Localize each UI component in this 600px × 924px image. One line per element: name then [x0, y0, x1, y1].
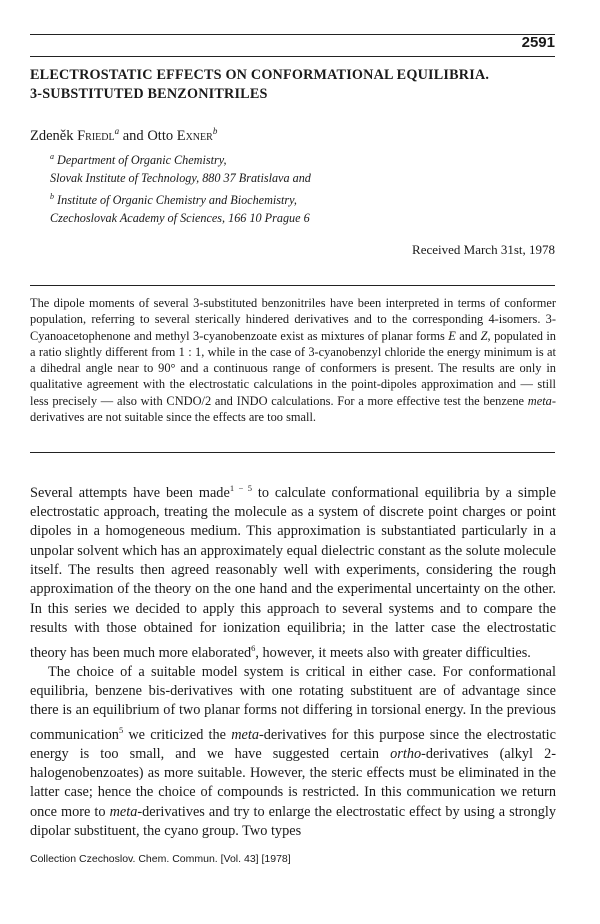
author-1-mark: a	[114, 126, 120, 136]
affiliation-a-line-1	[50, 148, 530, 169]
article-title	[30, 66, 560, 104]
title-line-1: ELECTROSTATIC EFFECTS ON CONFORMATIONAL EQUILIBRIA.	[30, 67, 490, 83]
p2-reference: 5	[118, 724, 124, 735]
p1-reference-2: 6	[251, 642, 256, 653]
abstract-text-4: -derivatives are not suitable since the effects are too small.	[30, 393, 556, 425]
p2-text-d: -derivatives (alkyl 2-halogenobenzoates) as more suitable. However, the steric effects must be eliminated in the latter case; hence the choice of compounds is restricted. In this communication we return once more to	[30, 745, 556, 820]
body-paragraph-1	[30, 479, 556, 663]
affiliations	[50, 148, 530, 227]
page-number: 2591	[521, 34, 555, 51]
abstract-paragraph	[30, 295, 556, 425]
header-rule-top	[30, 34, 555, 35]
affiliation-a-text-2: Slovak Institute of Technology, 880 37 Bratislava and	[50, 171, 311, 186]
abstract-rule-top	[30, 285, 555, 286]
p2-italic-ortho: ortho	[390, 745, 422, 762]
author-1-last: Friedl	[77, 127, 115, 144]
author-2-first: Otto	[147, 127, 174, 144]
author-connector: and	[122, 127, 144, 144]
affiliation-b-text-1: Institute of Organic Chemistry and Biochemistry,	[57, 192, 297, 207]
p2-text-a: The choice of a suitable model system is critical in either case. For conformational equilibria, benzene bis-derivatives with one rotating substituent are of advantage since there is an equilibrium of two planar forms not differing in torsional energy. In the previous communication	[30, 663, 556, 743]
p2-italic-meta-2: meta	[109, 803, 138, 820]
abstract-italic-meta: meta	[527, 393, 552, 408]
affiliation-b-line-1	[50, 188, 530, 209]
body-text	[30, 479, 556, 841]
p2-text-e: -derivatives and try to enlarge the electrostatic effect by using a strongly dipolar substituent, the cyano group. Two types	[30, 803, 556, 840]
abstract	[30, 295, 556, 425]
p2-italic-meta-1: meta	[231, 726, 259, 743]
affiliation-a-text-1: Department of Organic Chemistry,	[57, 153, 227, 168]
journal-footer: Collection Czechoslov. Chem. Commun. [Vol. 43] [1978]	[30, 853, 291, 865]
p1-reference-1: 1 − 5	[229, 483, 252, 493]
abstract-italic-z: Z	[480, 328, 488, 343]
abstract-rule-bottom	[30, 452, 555, 453]
author-1-first: Zdeněk	[30, 127, 74, 144]
p2-text-c: -derivatives for this purpose since the electrostatic energy is too small, and we have suggested certain	[30, 726, 556, 762]
affiliation-b-text-2: Czechoslovak Academy of Sciences, 166 10 Prague 6	[50, 211, 310, 226]
header-rule-bottom	[30, 56, 555, 57]
author-2-last: Exner	[176, 127, 213, 144]
body-paragraph-2	[30, 663, 556, 842]
author-2-mark: b	[212, 126, 218, 136]
title-line-2: 3-SUBSTITUTED BENZONITRILES	[30, 86, 268, 102]
p1-text-a: Several attempts have been made	[30, 484, 230, 501]
p2-text-b: we criticized the	[123, 726, 232, 743]
abstract-text-1: The dipole moments of several 3-substituted benzonitriles have been interpreted in terms of conformer population, referring to several sterically hindered derivatives and to the corresponding 4-isomers. 3-Cyanoacetophenone and methyl 3-cyanobenzoate exist as mixtures of planar forms	[30, 296, 556, 343]
abstract-text-3: , populated in a ratio slightly different from 1 : 1, while in the case of 3-cyanobenzyl chloride the energy minimum is at a dihedral angle near to 90° and a continuous range of conformers is present. The results are only in qualitative agreement with the electrostatic calculations in the point-dipoles approximation and — still less precisely — also with CNDO/2 and INDO calculations. For a more effective test the benzene	[30, 328, 557, 408]
received-date: Received March 31st, 1978	[412, 242, 555, 257]
abstract-italic-e: E	[448, 328, 456, 343]
abstract-text-2: and	[455, 328, 481, 343]
affiliation-a-mark: a	[50, 152, 54, 161]
p1-text-b: to calculate conformational equilibria by a simple electrostatic approach, treating the molecule as a system of discrete point charges or point dipoles in a homogeneous medium. This approximation is substantiated particularly in a unpolar solvent which has an approximately equal dielectric constant as the solute molecule itself. The results then agreed reasonably well with experiments, considering the rough approximation of the theory on the one hand and the experimental uncertainty on the other. In this series we decided to apply this approach to several systems and to compare the results with those obtained for ionization equilibria; in the latter case the electrostatic theory has been much more elaborated	[30, 484, 557, 661]
author-list	[30, 126, 217, 145]
affiliation-b-mark: b	[50, 191, 54, 201]
p1-text-c: , however, it meets also with greater difficulties.	[255, 644, 531, 661]
